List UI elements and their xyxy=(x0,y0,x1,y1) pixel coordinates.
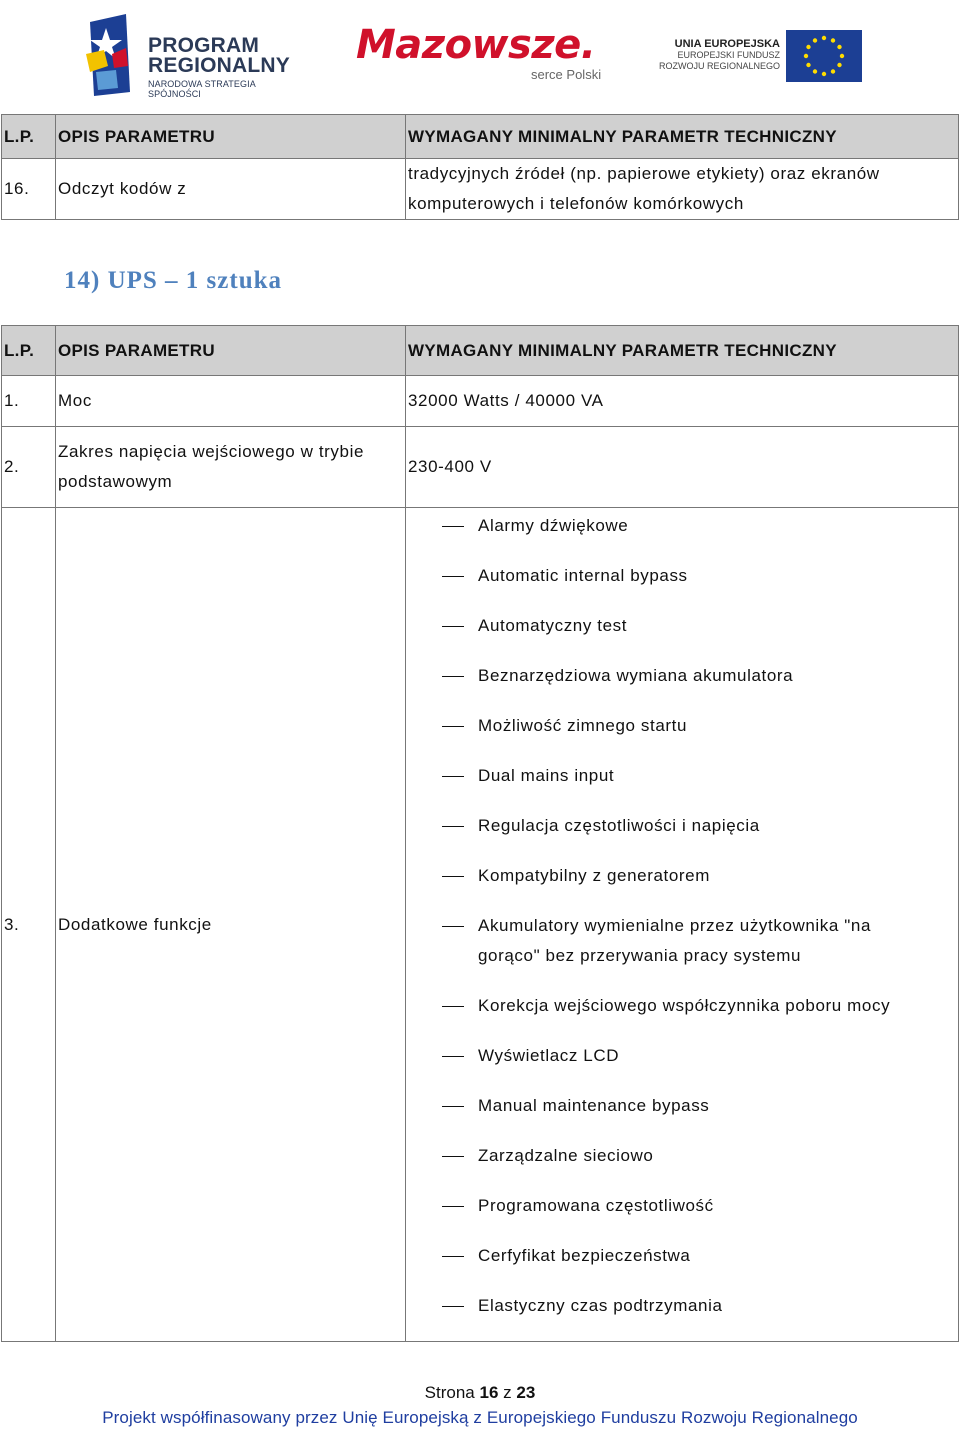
program-title-line2: REGIONALNY xyxy=(148,54,291,77)
eu-title: UNIA EUROPEJSKA xyxy=(674,38,780,50)
feature-item xyxy=(408,661,958,691)
eu-fund-line2: ROZWOJU REGIONALNEGO xyxy=(658,61,780,71)
feature-item xyxy=(408,1191,958,1221)
row-param-line: podstawowym xyxy=(58,472,173,491)
page-total: 23 xyxy=(516,1383,536,1402)
feature-item xyxy=(408,1091,958,1121)
feature-item xyxy=(408,711,958,741)
row-req: 32000 Watts / 40000 VA xyxy=(406,376,959,427)
feature-item xyxy=(408,511,958,541)
dash-bullet-icon xyxy=(442,926,464,927)
dash-bullet-icon xyxy=(442,626,464,627)
header-param: OPIS PARAMETRU xyxy=(56,326,406,376)
feature-item xyxy=(408,911,958,971)
row-lp: 3. xyxy=(2,508,56,1342)
feature-item xyxy=(408,991,958,1021)
mazowsze-wordmark: Mazowsze. xyxy=(356,22,596,68)
section-title: 14) UPS – 1 sztuka xyxy=(64,267,283,294)
page-prefix: Strona xyxy=(424,1383,475,1402)
feature-item xyxy=(408,1291,958,1321)
row-lp: 16. xyxy=(2,159,56,220)
header-req: WYMAGANY MINIMALNY PARAMETR TECHNICZNY xyxy=(406,115,959,159)
feature-text: Automatyczny test xyxy=(478,616,628,635)
table-row xyxy=(2,427,959,508)
header-lp: L.P. xyxy=(2,326,56,376)
row-lp: 2. xyxy=(2,427,56,508)
table-row xyxy=(2,508,959,1342)
dash-bullet-icon xyxy=(442,1256,464,1257)
eu-fund-line1: EUROPEJSKI FUNDUSZ xyxy=(677,50,780,60)
dash-bullet-icon xyxy=(442,1306,464,1307)
feature-item xyxy=(408,611,958,641)
dash-bullet-icon xyxy=(442,1056,464,1057)
feature-text: Programowana częstotliwość xyxy=(478,1196,714,1215)
dash-bullet-icon xyxy=(442,1006,464,1007)
row-param xyxy=(56,427,406,508)
row-lp: 1. xyxy=(2,376,56,427)
feature-text: Możliwość zimnego startu xyxy=(478,716,688,735)
feature-text: Akumulatory wymienialne przez użytkownika "na xyxy=(478,916,872,935)
dash-bullet-icon xyxy=(442,1156,464,1157)
page-number xyxy=(0,1383,960,1403)
feature-item xyxy=(408,861,958,891)
program-title-line1: PROGRAM xyxy=(148,34,260,57)
dash-bullet-icon xyxy=(442,726,464,727)
table-header-row xyxy=(2,326,959,376)
feature-text: Zarządzalne sieciowo xyxy=(478,1146,654,1165)
table-previous-item xyxy=(1,114,959,220)
row-req: 230-400 V xyxy=(406,427,959,508)
dash-bullet-icon xyxy=(442,826,464,827)
feature-text: Dual mains input xyxy=(478,766,615,785)
feature-text: Manual maintenance bypass xyxy=(478,1096,710,1115)
program-subtitle: NARODOWA STRATEGIA SPÓJNOŚCI xyxy=(148,79,256,99)
feature-text: Regulacja częstotliwości i napięcia xyxy=(478,816,760,835)
feature-text: Beznarzędziowa wymiana akumulatora xyxy=(478,666,794,685)
feature-item xyxy=(408,811,958,841)
eu-logo xyxy=(648,30,878,85)
header-logos xyxy=(0,0,960,105)
table-row xyxy=(2,159,959,220)
page-sep: z xyxy=(503,1383,512,1402)
table-header-row xyxy=(2,115,959,159)
feature-text: Cerfyfikat bezpieczeństwa xyxy=(478,1246,691,1265)
header-lp: L.P. xyxy=(2,115,56,159)
feature-text: Korekcja wejściowego współczynnika poboru mocy xyxy=(478,996,891,1015)
feature-item xyxy=(408,1041,958,1071)
row-param-line: Zakres napięcia wejściowego w trybie xyxy=(58,442,365,461)
feature-item xyxy=(408,561,958,591)
feature-text: Elastyczny czas podtrzymania xyxy=(478,1296,723,1315)
row-req-features xyxy=(406,508,959,1342)
dash-bullet-icon xyxy=(442,776,464,777)
eu-flag-icon xyxy=(786,30,862,82)
dash-bullet-icon xyxy=(442,676,464,677)
feature-list xyxy=(408,511,958,1321)
feature-text: Kompatybilny z generatorem xyxy=(478,866,710,885)
feature-text: gorąco" bez przerywania pracy systemu xyxy=(478,946,802,965)
header-req: WYMAGANY MINIMALNY PARAMETR TECHNICZNY xyxy=(406,326,959,376)
mazowsze-logo xyxy=(356,22,616,92)
program-regionalny-emblem-icon xyxy=(86,14,138,98)
table-row xyxy=(2,376,959,427)
row-req xyxy=(406,159,959,220)
dash-bullet-icon xyxy=(442,526,464,527)
dash-bullet-icon xyxy=(442,1106,464,1107)
project-footer: Projekt współfinasowany przez Unię Europejską z Europejskiego Funduszu Rozwoju Regionalnego xyxy=(102,1408,858,1427)
dash-bullet-icon xyxy=(442,876,464,877)
page-current: 16 xyxy=(479,1383,499,1402)
row-req-line: tradycyjnych źródeł (np. papierowe etykiety) oraz ekranów xyxy=(408,164,880,183)
mazowsze-tagline: serce Polski xyxy=(531,67,602,82)
feature-item xyxy=(408,1241,958,1271)
dash-bullet-icon xyxy=(442,1206,464,1207)
feature-item xyxy=(408,761,958,791)
dash-bullet-icon xyxy=(442,576,464,577)
feature-text: Alarmy dźwiękowe xyxy=(478,516,629,535)
header-param: OPIS PARAMETRU xyxy=(56,115,406,159)
feature-text: Wyświetlacz LCD xyxy=(478,1046,620,1065)
row-req-line: komputerowych i telefonów komórkowych xyxy=(408,194,744,213)
feature-text: Automatic internal bypass xyxy=(478,566,688,585)
feature-item xyxy=(408,1141,958,1171)
table-ups xyxy=(1,325,959,1342)
row-param: Dodatkowe funkcje xyxy=(56,508,406,1342)
row-param: Moc xyxy=(56,376,406,427)
row-param: Odczyt kodów z xyxy=(56,159,406,220)
